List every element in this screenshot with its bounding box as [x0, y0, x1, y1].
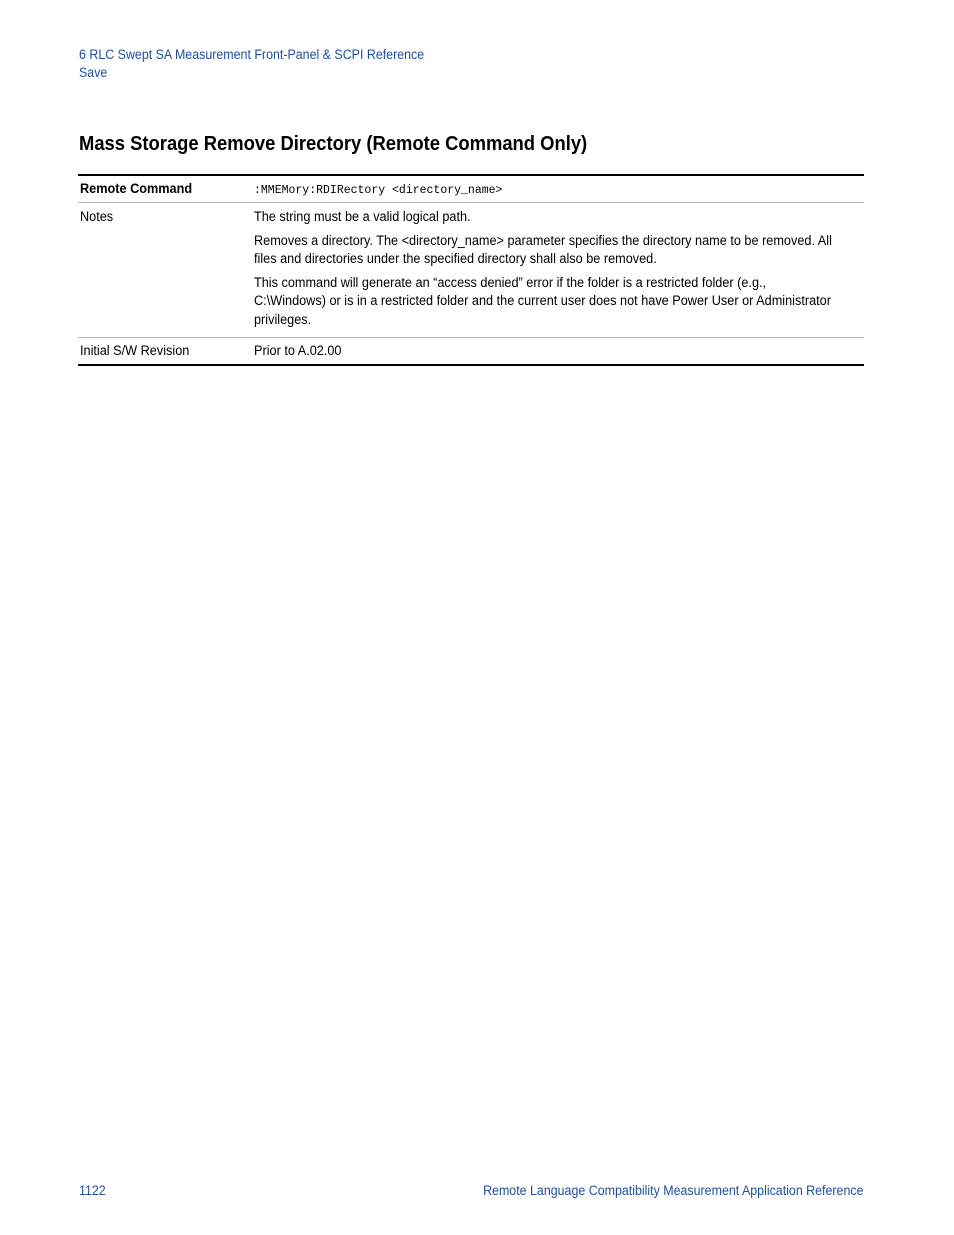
table-row-revision: [78, 338, 864, 365]
note-text-2: Removes a directory. The <directory_name> parameter specifies the directory name to be removed. All files and directories under the specified directory shall also be removed.: [254, 232, 832, 266]
command-table: [78, 174, 864, 366]
breadcrumb-section: Save: [79, 65, 108, 80]
notes-value-cell: [254, 203, 864, 338]
revision-value-cell: [254, 338, 864, 365]
revision-label: Initial S/W Revision: [80, 343, 190, 358]
notes-label: Notes: [80, 209, 114, 224]
notes-label-cell: [78, 203, 254, 338]
note-paragraph-3: [254, 274, 844, 330]
note-paragraph-1: [254, 208, 844, 227]
breadcrumb-chapter: 6 RLC Swept SA Measurement Front-Panel & SCPI Reference: [79, 47, 425, 62]
breadcrumb: [79, 46, 424, 82]
page-title: Mass Storage Remove Directory (Remote Command Only): [79, 133, 588, 155]
note-paragraph-2: [254, 232, 844, 269]
footer-page-number: 1122: [79, 1183, 106, 1198]
remote-command-label-cell: [78, 175, 254, 203]
remote-command-value-cell: [254, 175, 864, 203]
revision-value: Prior to A.02.00: [254, 343, 342, 358]
footer-book-title: Remote Language Compatibility Measurement Application Reference: [482, 1183, 863, 1198]
note-text-3: This command will generate an “access denied” error if the folder is a restricted folder (e.g., C:\Windows) or is in a restricted folder and the current user does not have Power User or Administrator privileges.: [254, 274, 831, 327]
revision-label-cell: [78, 338, 254, 365]
table-row-remote-command: [78, 175, 864, 203]
table-row-notes: [78, 203, 864, 338]
remote-command-label: Remote Command: [80, 181, 193, 196]
note-text-1: The string must be a valid logical path.: [254, 209, 471, 224]
remote-command-value: :MMEMory:RDIRectory <directory_name>: [254, 184, 503, 197]
